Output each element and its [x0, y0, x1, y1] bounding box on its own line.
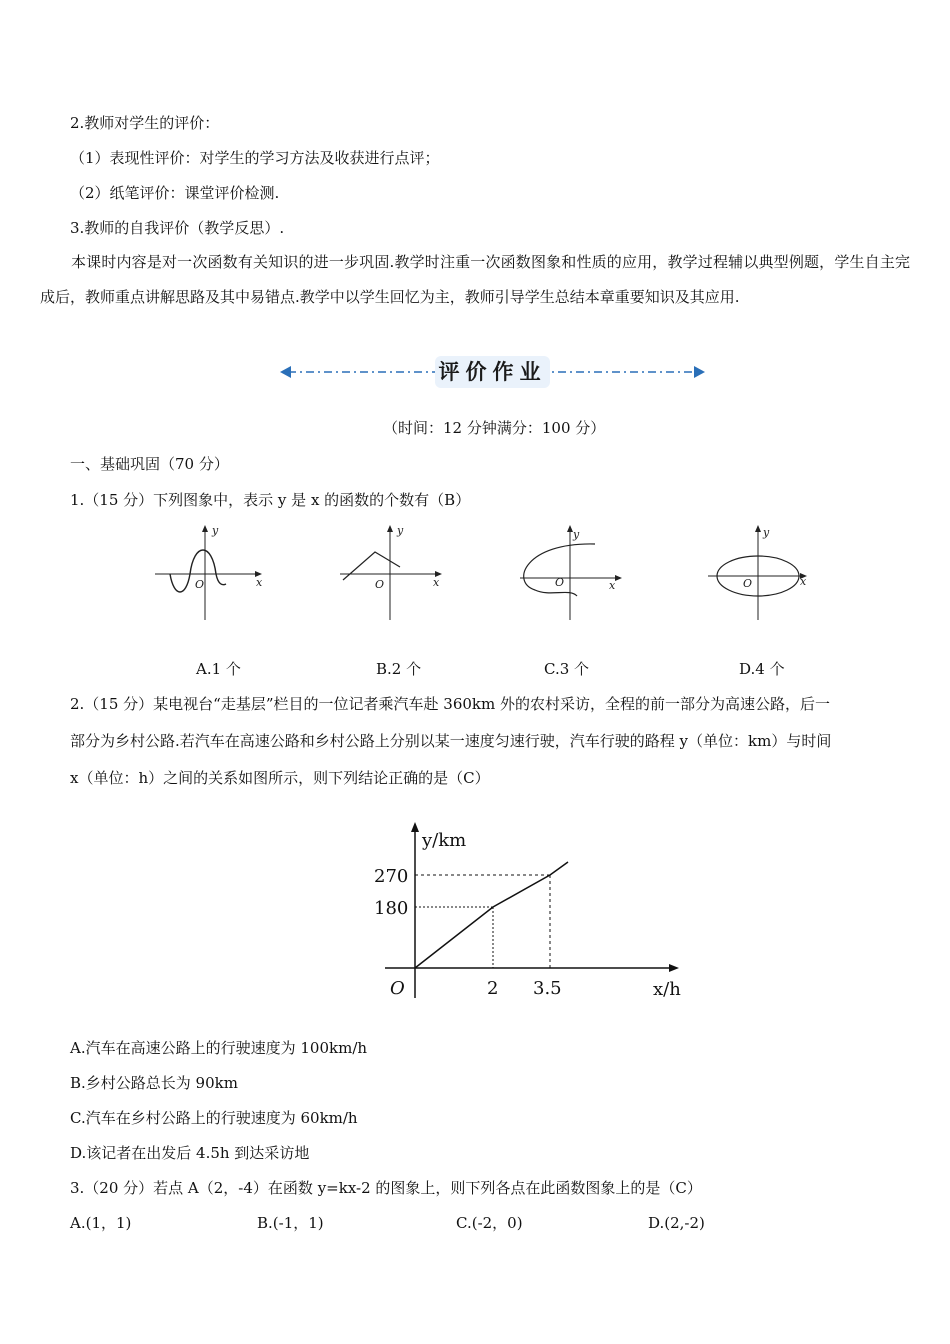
q3-option-a: A.(1，1): [70, 1214, 132, 1232]
eval-heading: 2.教师对学生的评价：: [70, 114, 220, 132]
q1d-x-label: x: [800, 575, 807, 588]
chart-series: [415, 862, 568, 968]
q1c-y-label: y: [573, 528, 580, 541]
q2-stem-line3: x（单位：h）之间的关系如图所示，则下列结论正确的是（C）: [70, 769, 490, 787]
q2-option-b: B.乡村公路总长为 90km: [70, 1074, 238, 1092]
x-tick-2: 2: [487, 978, 499, 999]
y-axis-arrow: [411, 822, 419, 832]
series-line: [415, 862, 568, 968]
q3-option-b: B.(-1，1): [257, 1214, 324, 1232]
homework-banner: [280, 352, 705, 392]
q2-option-d: D.该记者在出发后 4.5h 到达采访地: [70, 1144, 310, 1162]
q3-stem: 3.（20 分）若点 A（2，-4）在函数 y=kx-2 的图象上，则下列各点在此函数图象上的是（C）: [70, 1179, 702, 1197]
x-tick-3.5: 3.5: [533, 978, 562, 999]
q1c-origin: O: [555, 576, 565, 589]
q1-option-b: B.2 个: [376, 660, 422, 678]
chart-guides: [415, 875, 550, 968]
q1a-origin: O: [195, 578, 205, 591]
q3-option-d: D.(2,-2): [648, 1214, 705, 1232]
q1-option-a: A.1 个: [196, 660, 241, 678]
q1d-origin: O: [743, 577, 753, 590]
q1b-x-label: x: [433, 576, 440, 589]
q1-option-c: C.3 个: [544, 660, 590, 678]
x-axis-arrow: [669, 964, 679, 972]
y-tick-270: 270: [374, 866, 409, 887]
q2-option-a: A.汽车在高速公路上的行驶速度为 100km/h: [70, 1039, 368, 1057]
distance-time-chart: [360, 818, 681, 1003]
teaching-reflection: 本课时内容是对一次函数有关知识的进一步巩固.教学时注重一次函数图象和性质的应用，教学过程辅以典型例题，学生自主完成后，教师重点讲解思路及其中易错点.教学中以学生回忆为主，教师引导学生总结本章重要知识及其应用.: [40, 253, 910, 306]
x-axis-label: x/h: [653, 979, 681, 1000]
y-axis-label: y/km: [422, 830, 467, 851]
banner-title: 评价作业: [435, 356, 550, 388]
eval-item-written: （2）纸笔评价：课堂评价检测.: [70, 184, 280, 202]
q3-option-c: C.(-2，0): [456, 1214, 523, 1232]
q1c-x-label: x: [609, 579, 616, 592]
y-tick-180: 180: [374, 898, 409, 919]
q1d-y-label: y: [763, 526, 770, 539]
self-evaluation-heading: 3.教师的自我评价（教学反思）.: [70, 219, 285, 237]
q2-stem-line2: 部分为乡村公路.若汽车在高速公路和乡村公路上分别以某一速度匀速行驶，汽车行驶的路程 y（单位：km）与时间: [70, 732, 832, 750]
section-title: 一、基础巩固（70 分）: [70, 455, 229, 473]
origin-label: O: [390, 978, 405, 999]
q1-stem: 1.（15 分）下列图象中，表示 y 是 x 的函数的个数有（B）: [70, 491, 471, 509]
chart-labels: [374, 830, 681, 1000]
eval-item-performance: （1）表现性评价：对学生的学习方法及收获进行点评；: [70, 149, 440, 167]
time-info: （时间：12 分钟满分：100 分）: [383, 419, 606, 437]
q1-graph-c: [515, 522, 625, 622]
q1-graph-d: [703, 522, 813, 622]
q1-graph-b: [335, 522, 445, 622]
q1-graph-a: [150, 522, 265, 622]
q1b-origin: O: [375, 578, 385, 591]
q2-stem-line1: 2.（15 分）某电视台“走基层”栏目的一位记者乘汽车赴 360km 外的农村采访，全程的前一部分为高速公路，后一: [70, 695, 830, 713]
q1a-y-label: y: [212, 524, 219, 537]
q1a-x-label: x: [256, 576, 263, 589]
q2-option-c: C.汽车在乡村公路上的行驶速度为 60km/h: [70, 1109, 358, 1127]
q1b-y-label: y: [397, 524, 404, 537]
q1-option-d: D.4 个: [739, 660, 785, 678]
